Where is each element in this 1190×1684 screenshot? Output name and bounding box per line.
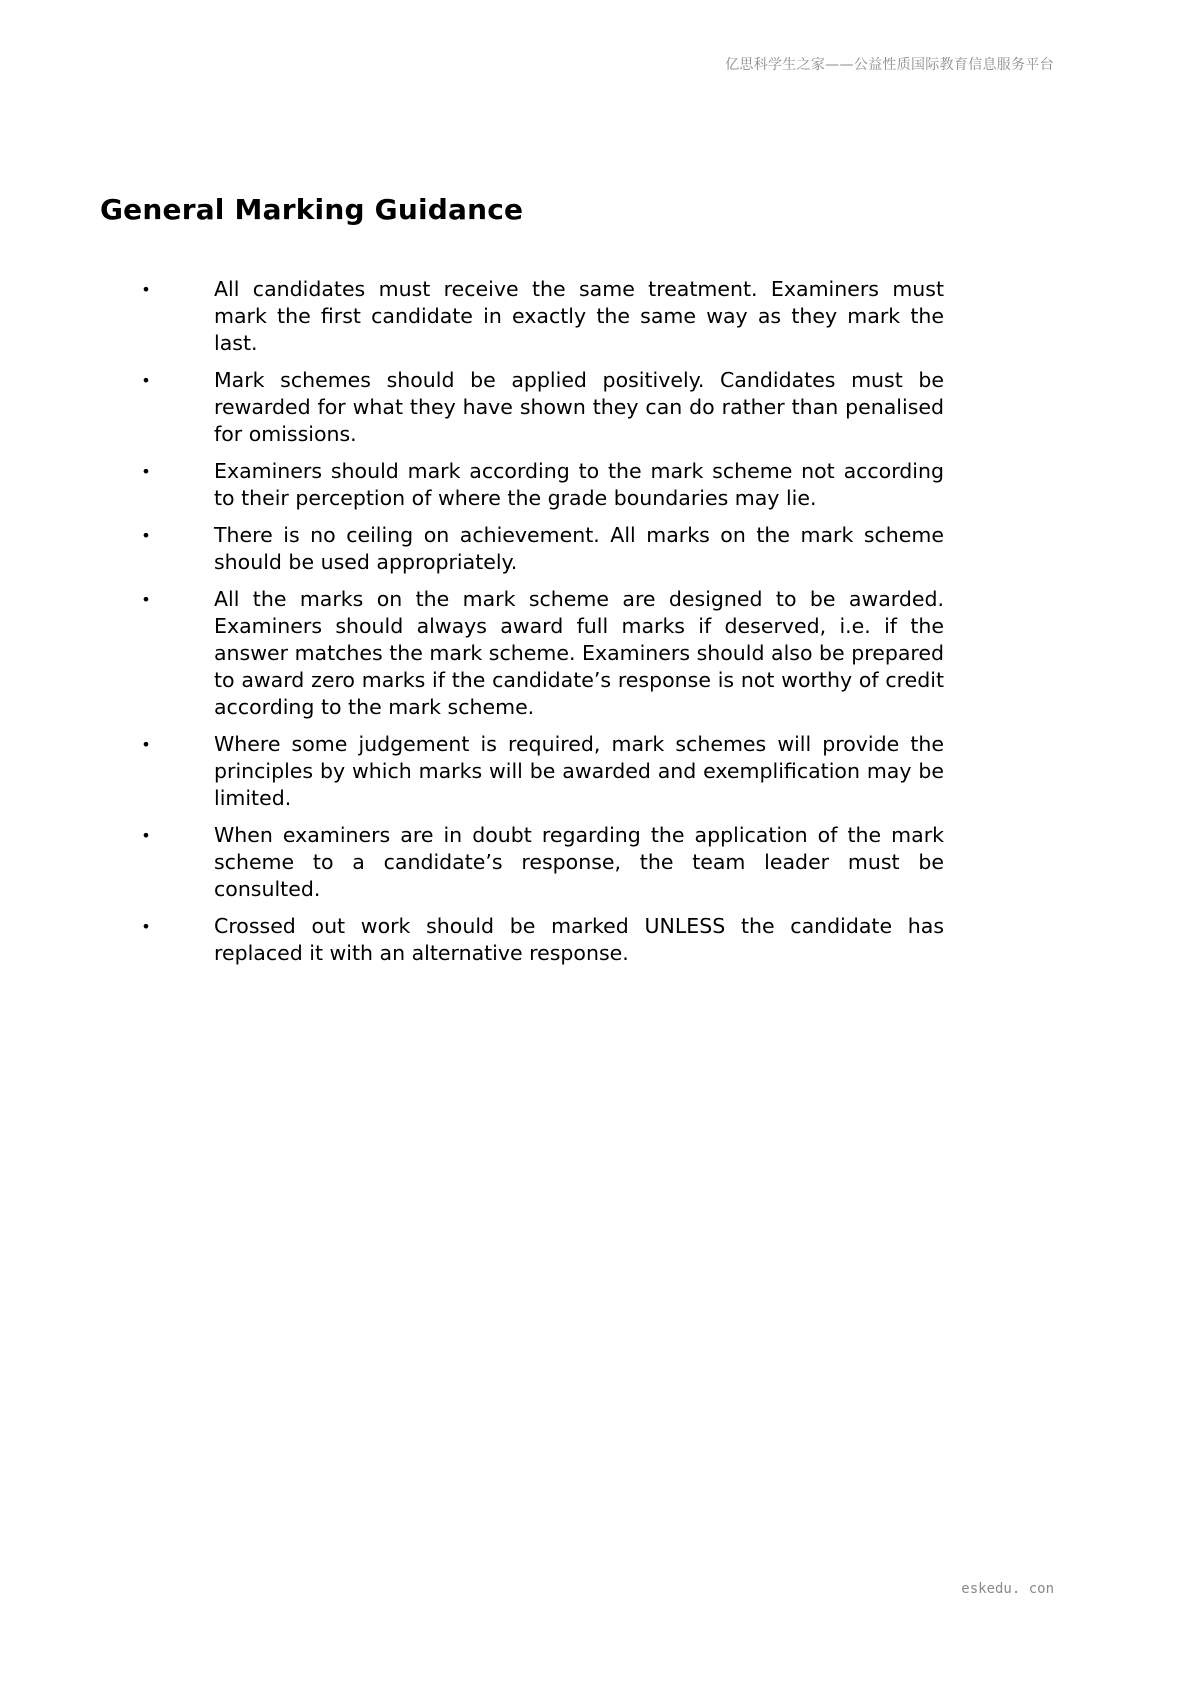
- list-item: [140, 458, 944, 512]
- page-title: General Marking Guidance: [100, 193, 524, 226]
- bullet-icon: •: [141, 280, 151, 299]
- bullet-icon: •: [141, 826, 151, 845]
- bullet-icon: •: [141, 371, 151, 390]
- bullet-icon: •: [141, 462, 151, 481]
- list-item-text: All candidates must receive the same treatment. Examiners must mark the first candidate in exactly the same way as they mark the last.: [214, 277, 944, 355]
- list-item-text: There is no ceiling on achievement. All marks on the mark scheme should be used appropriately.: [214, 523, 944, 574]
- list-item-text: Mark schemes should be applied positively. Candidates must be rewarded for what they have shown they can do rather than penalised for omissions.: [214, 368, 944, 446]
- guidance-list: [140, 276, 944, 977]
- list-item: [140, 276, 944, 357]
- list-item: [140, 586, 944, 721]
- list-item: [140, 822, 944, 903]
- list-item: [140, 522, 944, 576]
- list-item-text: Examiners should mark according to the mark scheme not according to their perception of where the grade boundaries may lie.: [214, 459, 944, 510]
- list-item: [140, 913, 944, 967]
- header-watermark-text: 亿思科学生之家——公益性质国际教育信息服务平台: [725, 57, 1054, 73]
- list-item-text: Crossed out work should be marked UNLESS the candidate has replaced it with an alternative response.: [214, 914, 944, 965]
- bullet-icon: •: [141, 917, 151, 936]
- bullet-icon: •: [141, 590, 151, 609]
- bullet-icon: •: [141, 526, 151, 545]
- list-item-text: When examiners are in doubt regarding the application of the mark scheme to a candidate’s response, the team leader must be consulted.: [214, 823, 944, 901]
- list-item-text: All the marks on the mark scheme are designed to be awarded. Examiners should always award full marks if deserved, i.e. if the answer matches the mark scheme. Examiners should also be prepared to award zero marks if the candidate’s response is not worthy of credit according to the mark scheme.: [214, 587, 944, 719]
- bullet-icon: •: [141, 735, 151, 754]
- list-item: [140, 367, 944, 448]
- list-item-text: Where some judgement is required, mark schemes will provide the principles by which marks will be awarded and exemplification may be limited.: [214, 732, 944, 810]
- footer-watermark-text: eskedu. con: [961, 1581, 1054, 1597]
- list-item: [140, 731, 944, 812]
